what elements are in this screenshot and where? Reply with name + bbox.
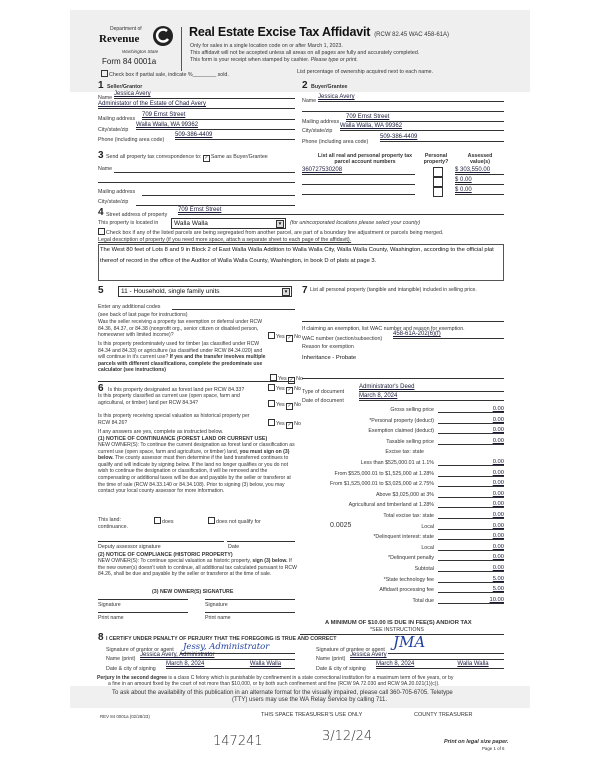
- seller-name2-field[interactable]: Administator of the Estate of Chad Avery: [98, 101, 295, 109]
- tax-row: [300, 598, 504, 608]
- buyer-mailing-field[interactable]: 709 Ernst Street: [346, 114, 504, 122]
- signature-label-2: Signature: [205, 602, 228, 608]
- section-6-number: 6: [98, 383, 104, 394]
- tax-row-label: *Delinquent interest: state: [373, 534, 434, 541]
- exemption-yes-no: [268, 332, 301, 342]
- yes-label: Yes: [276, 386, 285, 392]
- personal-property-label: List all personal property (tangible and intangible) included in selling price.: [310, 287, 477, 293]
- tax-row-value[interactable]: 0.00: [438, 480, 504, 487]
- assessed-value-field[interactable]: $ 0.00: [455, 177, 504, 185]
- located-label: This property is located in: [98, 220, 159, 226]
- no-label: No: [294, 421, 301, 427]
- grantee-name-label: Name (print): [316, 656, 346, 662]
- section-divider: [98, 381, 295, 382]
- buyer-mailing-label: Mailing address: [302, 119, 340, 125]
- print-legal-note: Print on legal size paper.: [444, 739, 509, 745]
- current-use-question: Is this property classified as current use (open space, farm and agricultural, or timber) land per RCW 84.34?: [98, 393, 240, 406]
- tax-row-value[interactable]: 0.00: [438, 544, 504, 551]
- exemption-yes-checkbox[interactable]: [268, 332, 275, 339]
- revision-label: REV 84 0001a (02/28/23): [100, 714, 150, 719]
- tax-row-label: Exemption claimed (deduct): [368, 428, 434, 435]
- seller-mailing-field[interactable]: 709 Ernst Street: [142, 112, 295, 120]
- seller-city-label: City/state/zip: [98, 127, 129, 133]
- continuance-label: continuance.: [98, 524, 129, 530]
- tax-row-label: From $1,525,000.01 to $3,025,000 at 2.75%: [330, 481, 434, 488]
- header-note-2: This affidavit will not be accepted unless all areas on all pages are fully and accurately completed.: [190, 50, 420, 56]
- assessed-value-field[interactable]: $ 0.00: [455, 187, 504, 195]
- same-as-buyer-checkbox[interactable]: ✓: [204, 155, 209, 161]
- county-note: (for unincorporated locations please select your county): [290, 220, 421, 226]
- tax-row-label: Subtotal: [414, 566, 434, 572]
- seller-heading: Seller/Grantor: [107, 84, 143, 90]
- reason-label: Reason for exemption: [302, 344, 354, 350]
- tax-row: [300, 407, 504, 417]
- tax-row-label: *Personal property (deduct): [369, 417, 434, 424]
- tax-row-value[interactable]: 0.00: [438, 565, 504, 572]
- section-7-number: 7: [302, 285, 308, 296]
- new-owner-signature-title: (3) NEW OWNER(S) SIGNATURE: [152, 589, 234, 595]
- grantee-date-field[interactable]: March 8, 2024: [376, 661, 442, 669]
- deputy-date-label: Date: [228, 544, 240, 550]
- historic-question: Is this property receiving special valuation as historical property per RCW 84.26?: [98, 413, 250, 426]
- street-label: Street address of property: [106, 212, 168, 218]
- grantee-name-field[interactable]: Jessica Avery: [350, 652, 504, 660]
- timber-question: [98, 341, 266, 374]
- tax-row: [300, 555, 504, 565]
- see-instructions: *SEE INSTRUCTIONS: [370, 627, 424, 633]
- corr-name-label: Name: [98, 166, 113, 172]
- ownership-note: List percentage of ownership acquired next to each name.: [297, 69, 434, 75]
- accessibility-line-2: (TTY) users may use the WA Relay Service by calling 711.: [232, 697, 388, 703]
- print-name-label-1: Print name: [98, 615, 124, 621]
- partial-sale-label: Check box if partial sale, indicate %________ sold.: [109, 72, 229, 78]
- tax-row-label: Local: [421, 544, 434, 551]
- n1-text-a: NEW OWNER(S): To continue the current designation as forest land or classification as current use (open space, farm and agriculture, or timber) land,: [98, 442, 295, 455]
- tax-row-label: Local: [421, 523, 434, 530]
- yes-label: Yes: [276, 421, 285, 427]
- corr-mailing-field[interactable]: [142, 195, 295, 196]
- tax-row-label: *State technology fee: [383, 576, 434, 583]
- segregated-checkbox[interactable]: [98, 228, 105, 235]
- see-back-note: (see back of last page for instructions): [98, 312, 188, 318]
- yes-label: Yes: [276, 402, 285, 408]
- tax-row: [300, 587, 504, 597]
- chevron-down-icon[interactable]: ▼: [277, 221, 283, 226]
- segregated-row: [98, 228, 443, 236]
- use-code-select[interactable]: [118, 286, 292, 297]
- exemption-no-checkbox[interactable]: ✓: [287, 335, 292, 341]
- section-3-number: 3: [98, 150, 104, 161]
- current-use-yes-checkbox[interactable]: [268, 400, 275, 407]
- buyer-heading: Buyer/Grantee: [311, 84, 348, 90]
- current-use-yes-no: [268, 400, 301, 410]
- forest-question: Is this property designated as forest land per RCW 84.33?: [108, 387, 245, 393]
- tax-row: [300, 460, 504, 470]
- agency-state: Washington State: [122, 49, 159, 54]
- timber-yes-no: [270, 374, 303, 384]
- form-number: Form 84 0001a: [102, 57, 157, 66]
- perjury-line-2: a fine in an amount fixed by the court of not more than $10,000, or by both such confinement and fine (RCW 9A.72.030 and RCW 9A.20.021(1)(c)).: [108, 681, 440, 687]
- header-note-3b: Please type or print.: [310, 57, 358, 63]
- tax-row-value[interactable]: 0.00: [438, 459, 504, 466]
- additional-codes-label: Enter any additional codes: [98, 304, 161, 310]
- notice-compliance-text: [98, 558, 298, 578]
- deputy-date-field[interactable]: [227, 541, 295, 542]
- assessed-value-field[interactable]: $ 303,550.00: [455, 167, 504, 175]
- grantee-city-field[interactable]: Walla Walla: [442, 661, 504, 669]
- grantor-city-field[interactable]: Walla Walla: [236, 661, 295, 669]
- print-name-label-2: Print name: [205, 615, 231, 621]
- legal-label: Legal description of property (if you need more space, attach a separate sheet to each page of the affidavit).: [98, 237, 352, 243]
- tax-row-value[interactable]: 0.00: [438, 523, 504, 530]
- no-label: No: [294, 402, 301, 408]
- tax-row-label: From $525,000.01 to $1,525,000 at 1.28%: [334, 470, 434, 477]
- doc-type-label: Type of document: [302, 389, 345, 395]
- n2-text-a: NEW OWNER(S): To continue special valuation as historic property,: [98, 558, 251, 564]
- local-rate: 0.0025: [330, 521, 352, 529]
- doc-type-field[interactable]: Administrator's Deed: [359, 384, 504, 392]
- n2-text-bold: sign (3) below.: [252, 558, 288, 564]
- personal-property-checkbox[interactable]: [433, 187, 443, 197]
- owner-signature-2-field[interactable]: [205, 599, 295, 600]
- tax-row: [300, 566, 504, 576]
- tax-row-label: *Delinquent penalty: [388, 555, 434, 562]
- tax-row-label: Affidavit processing fee: [379, 587, 434, 594]
- yes-label: Yes: [278, 376, 287, 382]
- reason-field[interactable]: Inheritance - Probate: [302, 355, 357, 361]
- correspondence-row: [106, 154, 268, 162]
- grantor-signature: Jessy, Administrator: [183, 641, 270, 652]
- seller-name-label: Name: [98, 95, 113, 101]
- no-label: No: [294, 386, 301, 392]
- chevron-down-icon[interactable]: ▼: [283, 289, 289, 294]
- additional-codes-field[interactable]: [172, 309, 295, 310]
- exemption-question: Was the seller receiving a property tax exemption or deferral under RCW 84.36, 84.37, or 84.38 (nonprofit org., senior citizen or disabled person, homeowner with limited income)?: [98, 319, 263, 339]
- seller-name-field[interactable]: Jessica Avery: [114, 91, 295, 99]
- grantor-date-field[interactable]: March 8, 2024: [166, 661, 236, 669]
- tax-row: [300, 418, 504, 428]
- receipt-date: 3/12/24: [322, 729, 373, 744]
- historic-yes-no: [268, 419, 301, 429]
- tax-row: [300, 428, 504, 438]
- segregated-label: Check box if any of the listed parcels are being segregated from another parcel, are part of a boundary line adjustment or parcels being merged.: [106, 230, 444, 236]
- header-note-3: [190, 57, 358, 63]
- seller-city-field[interactable]: Walla Walla, WA 99362: [136, 122, 295, 130]
- treasurer-use-label: THIS SPACE TREASURER'S USE ONLY: [261, 712, 363, 718]
- agency-dept: Department of: [110, 26, 142, 32]
- tax-row: [300, 577, 504, 587]
- tax-row-label: Less than $525,000.01 at 1.1%: [360, 460, 434, 466]
- section-2-number: 2: [302, 80, 308, 91]
- personal-property-checkbox[interactable]: [433, 167, 443, 177]
- tax-row: [300, 492, 504, 502]
- historic-no-checkbox[interactable]: ✓: [287, 422, 292, 428]
- does-label: does: [162, 519, 174, 525]
- certify-heading: I CERTIFY UNDER PENALTY OF PERJURY THAT THE FOREGOING IS TRUE AND CORRECT: [106, 636, 337, 642]
- partial-sale[interactable]: [101, 70, 229, 78]
- grantor-name-field[interactable]: Jessica Avery, Administrator: [140, 652, 295, 660]
- parcels-col-personal: Personal property?: [423, 153, 449, 166]
- parcel-number-field[interactable]: [302, 177, 415, 185]
- deputy-label: Deputy assessor signature: [98, 544, 161, 550]
- grantee-date-label: Date & city of signing: [316, 666, 366, 672]
- tax-row-label: Taxable selling price: [386, 438, 434, 445]
- tax-row-label: Excise tax: state: [385, 449, 424, 456]
- tax-row-value[interactable]: 0.00: [438, 554, 504, 561]
- correspondence-label: Send all property tax correspondence to:: [106, 154, 202, 160]
- header-note-3a: This form is your receipt when stamped by cashier.: [190, 57, 310, 63]
- timber-question-text: Is this property predominately used for timber (as classified under RCW 84.34 and 84.33) or agriculture (as classified under RCW 84.34.020) and will continue in it's current use?: [98, 341, 263, 361]
- tax-row: [300, 449, 504, 459]
- timber-question-bold: If yes and the transfer involves multiple parcels with different classifications, complete the predominate use calculator (see instructions): [98, 354, 266, 374]
- revenue-logo-icon: [152, 25, 174, 47]
- tax-row-label: Total due: [412, 597, 434, 604]
- doc-date-label: Date of document: [302, 398, 344, 404]
- tax-row-value[interactable]: 5.00: [438, 576, 504, 583]
- notice-compliance-title: (2) NOTICE OF COMPLIANCE (HISTORIC PROPERTY): [98, 552, 233, 558]
- street-field[interactable]: 709 Ernst Street: [178, 207, 504, 215]
- buyer-phone-field[interactable]: 509-386-4409: [380, 134, 504, 142]
- this-land-label: This land:: [98, 517, 121, 523]
- tax-row: [300, 534, 504, 544]
- does-option: [154, 517, 174, 525]
- signature-label-1: Signature: [98, 602, 121, 608]
- n1-text-bold: you must sign on (3) below.: [98, 448, 290, 462]
- yes-label: Yes: [276, 334, 285, 340]
- section-4-number: 4: [98, 207, 104, 218]
- tax-row-value[interactable]: 0.00: [438, 417, 504, 424]
- partial-sale-checkbox[interactable]: [101, 70, 108, 77]
- buyer-name2-line[interactable]: [302, 111, 504, 112]
- agency-name: Revenue: [99, 33, 140, 45]
- n2-text-b: If the new owner(s) doesn't wish to continue, all additional tax calculated pursuant to RCW 84.26, shall be due and payable by the seller or transferor at the time of sale.: [98, 558, 297, 578]
- tax-row-label: Gross selling price: [390, 407, 434, 413]
- n1-text-b: The county assessor must then determine if the land transferred continues to qualify and will indicate by signing below. If the land no longer qualifies or you do not wish to continue the designation or classification, it will be removed and the compensating or additional taxes will be due and payable by the seller or transferor at the time of sale (RCW 84.33.140 or 84.34.108). Prior to signing (3) below, you may contact your local county assessor for more information.: [98, 455, 291, 495]
- grantee-sig-label: Signature of grantee or agent: [316, 647, 385, 653]
- parcel-number-field[interactable]: 360727530208: [302, 167, 415, 175]
- county-treasurer-label: COUNTY TREASURER: [414, 712, 473, 718]
- buyer-phone-label: Phone (including area code): [302, 139, 369, 145]
- form-title: Real Estate Excise Tax Affidavit: [189, 25, 371, 39]
- perjury-a: is a class C felony which is punishable by confinement in a state correctional institution for a maximum term of five years, or by: [168, 675, 454, 681]
- does-not-option: [208, 517, 261, 525]
- does-not-label: does not qualify for: [216, 519, 261, 525]
- tax-row-value[interactable]: 0.00: [438, 438, 504, 445]
- grantor-sig-label: Signature of grantor or agent: [106, 647, 174, 653]
- grantor-name-label: Name (print): [106, 656, 136, 662]
- corr-mailing-label: Mailing address: [98, 189, 136, 195]
- personal-property-checkbox[interactable]: [433, 177, 443, 187]
- corr-city-label: City/state/zip: [98, 199, 129, 205]
- historic-yes-checkbox[interactable]: [268, 419, 275, 426]
- wac-label: WAC number (section/subsection): [302, 336, 383, 342]
- owner-signature-1-field[interactable]: [98, 599, 188, 600]
- tax-row: [300, 545, 504, 555]
- title-row: [189, 25, 449, 39]
- notice-continuance-text: [98, 442, 298, 495]
- buyer-name-label: Name: [302, 98, 317, 104]
- form-title-ref: (RCW 82.45 WAC 458-61A): [374, 32, 449, 38]
- header-note-1: Only for sales in a single location code on or after March 1, 2023.: [190, 43, 343, 49]
- grantee-signature: JMA: [393, 633, 426, 651]
- current-use-no-checkbox[interactable]: ✓: [287, 403, 292, 409]
- notice-continuance-title: (1) NOTICE OF CONTINUANCE (FOREST LAND OR CURRENT USE): [98, 436, 268, 442]
- owner-print-1-field[interactable]: [98, 612, 188, 613]
- wac-field[interactable]: 458-61A-202(6)(f): [393, 331, 504, 339]
- tax-row: [300, 521, 504, 534]
- tax-row-value[interactable]: 10.00: [438, 597, 504, 604]
- tax-row-value[interactable]: 0.00: [438, 512, 504, 519]
- buyer-city-field[interactable]: Walla Walla, WA 99362: [340, 123, 504, 131]
- tax-row-label: Total excise tax: state: [383, 513, 434, 519]
- page-number: Page 1 of 6: [482, 746, 505, 751]
- no-label: No: [294, 334, 301, 340]
- tax-row-value[interactable]: 0.00: [438, 406, 504, 413]
- forest-no-checkbox[interactable]: ✓: [287, 387, 292, 393]
- tax-row-value[interactable]: 0.00: [438, 491, 504, 498]
- does-not-checkbox[interactable]: [208, 517, 215, 524]
- corr-name2-field[interactable]: [98, 182, 295, 183]
- no-label: No: [296, 376, 303, 382]
- buyer-name-field[interactable]: Jessica Avery: [318, 94, 504, 102]
- legal-description-field[interactable]: The West 80 feet of Lots 8 and 9 in Block 2 of East Walla Walla Addition to Walla Walla City, Walla Walla County, Washington, according to the official plat thereof of record in the office of the Auditor of Walla Walla County, Washington, in book D of plats at page 3.: [98, 244, 504, 281]
- parcels-col-numbers: List all real and personal property tax parcel account numbers: [317, 153, 413, 166]
- timber-yes-checkbox[interactable]: [270, 374, 277, 381]
- accessibility-line-1: To ask about the availability of this publication in an alternate format for the visually impaired, please call 360-705-6705. Teletype: [112, 690, 453, 696]
- personal-property-field[interactable]: [302, 321, 504, 322]
- timber-no-checkbox[interactable]: ✓: [289, 377, 294, 383]
- tax-row-value[interactable]: 0.00: [438, 501, 504, 508]
- tax-row: [300, 502, 504, 512]
- use-code-value: 11 - Household, single family units: [121, 288, 220, 295]
- tax-row: [300, 481, 504, 491]
- grantor-date-label: Date & city of signing: [106, 666, 156, 672]
- header-divider: [181, 27, 182, 71]
- exemption-note: If claiming an exemption, list WAC number and reason for exemption.: [302, 326, 465, 332]
- tax-row-value[interactable]: 5.00: [438, 586, 504, 593]
- parcel-number-field[interactable]: [302, 187, 415, 195]
- tax-row-label: Agricultural and timberland at 1.28%: [348, 502, 434, 509]
- parcels-col-assessed: Assessed value(s): [467, 153, 493, 166]
- tax-row-value[interactable]: 0.00: [438, 427, 504, 434]
- seller-mailing-label: Mailing address: [98, 116, 136, 122]
- county-value: Walla Walla: [174, 220, 208, 227]
- tax-row: [300, 471, 504, 481]
- deputy-signature-field[interactable]: [98, 541, 224, 542]
- minimum-note: A MINIMUM OF $10.00 IS DUE IN FEE(S) AND/OR TAX: [325, 620, 472, 626]
- tax-row-value[interactable]: 0.00: [438, 470, 504, 477]
- seller-phone-field[interactable]: 509-386-4409: [175, 132, 295, 140]
- corr-name-field[interactable]: [114, 172, 295, 173]
- receipt-number: 147241: [213, 734, 263, 749]
- same-as-buyer-label: Same as Buyer/Grantee: [210, 154, 268, 160]
- owner-print-2-field[interactable]: [205, 612, 295, 613]
- reason-line: [302, 378, 504, 379]
- tax-row-label: Above $3,025,000 at 3%: [375, 491, 434, 498]
- forest-yes-no: [268, 384, 301, 394]
- corr-city-field[interactable]: [136, 205, 295, 206]
- buyer-city-label: City/state/zip: [302, 128, 333, 134]
- does-checkbox[interactable]: [154, 517, 161, 524]
- section-8-number: 8: [98, 632, 104, 643]
- tax-row-value[interactable]: 0.00: [438, 533, 504, 540]
- forest-yes-checkbox[interactable]: [268, 384, 275, 391]
- seller-phone-label: Phone (including area code): [98, 137, 165, 143]
- if-yes-note: If any answers are yes, complete as instructed below.: [98, 429, 224, 435]
- tax-row: [300, 439, 504, 449]
- section-1-number: 1: [98, 80, 104, 91]
- perjury-bold: Perjury in the second degree: [97, 675, 167, 681]
- section-5-number: 5: [98, 285, 104, 296]
- doc-date-field[interactable]: March 8, 2024: [359, 393, 504, 401]
